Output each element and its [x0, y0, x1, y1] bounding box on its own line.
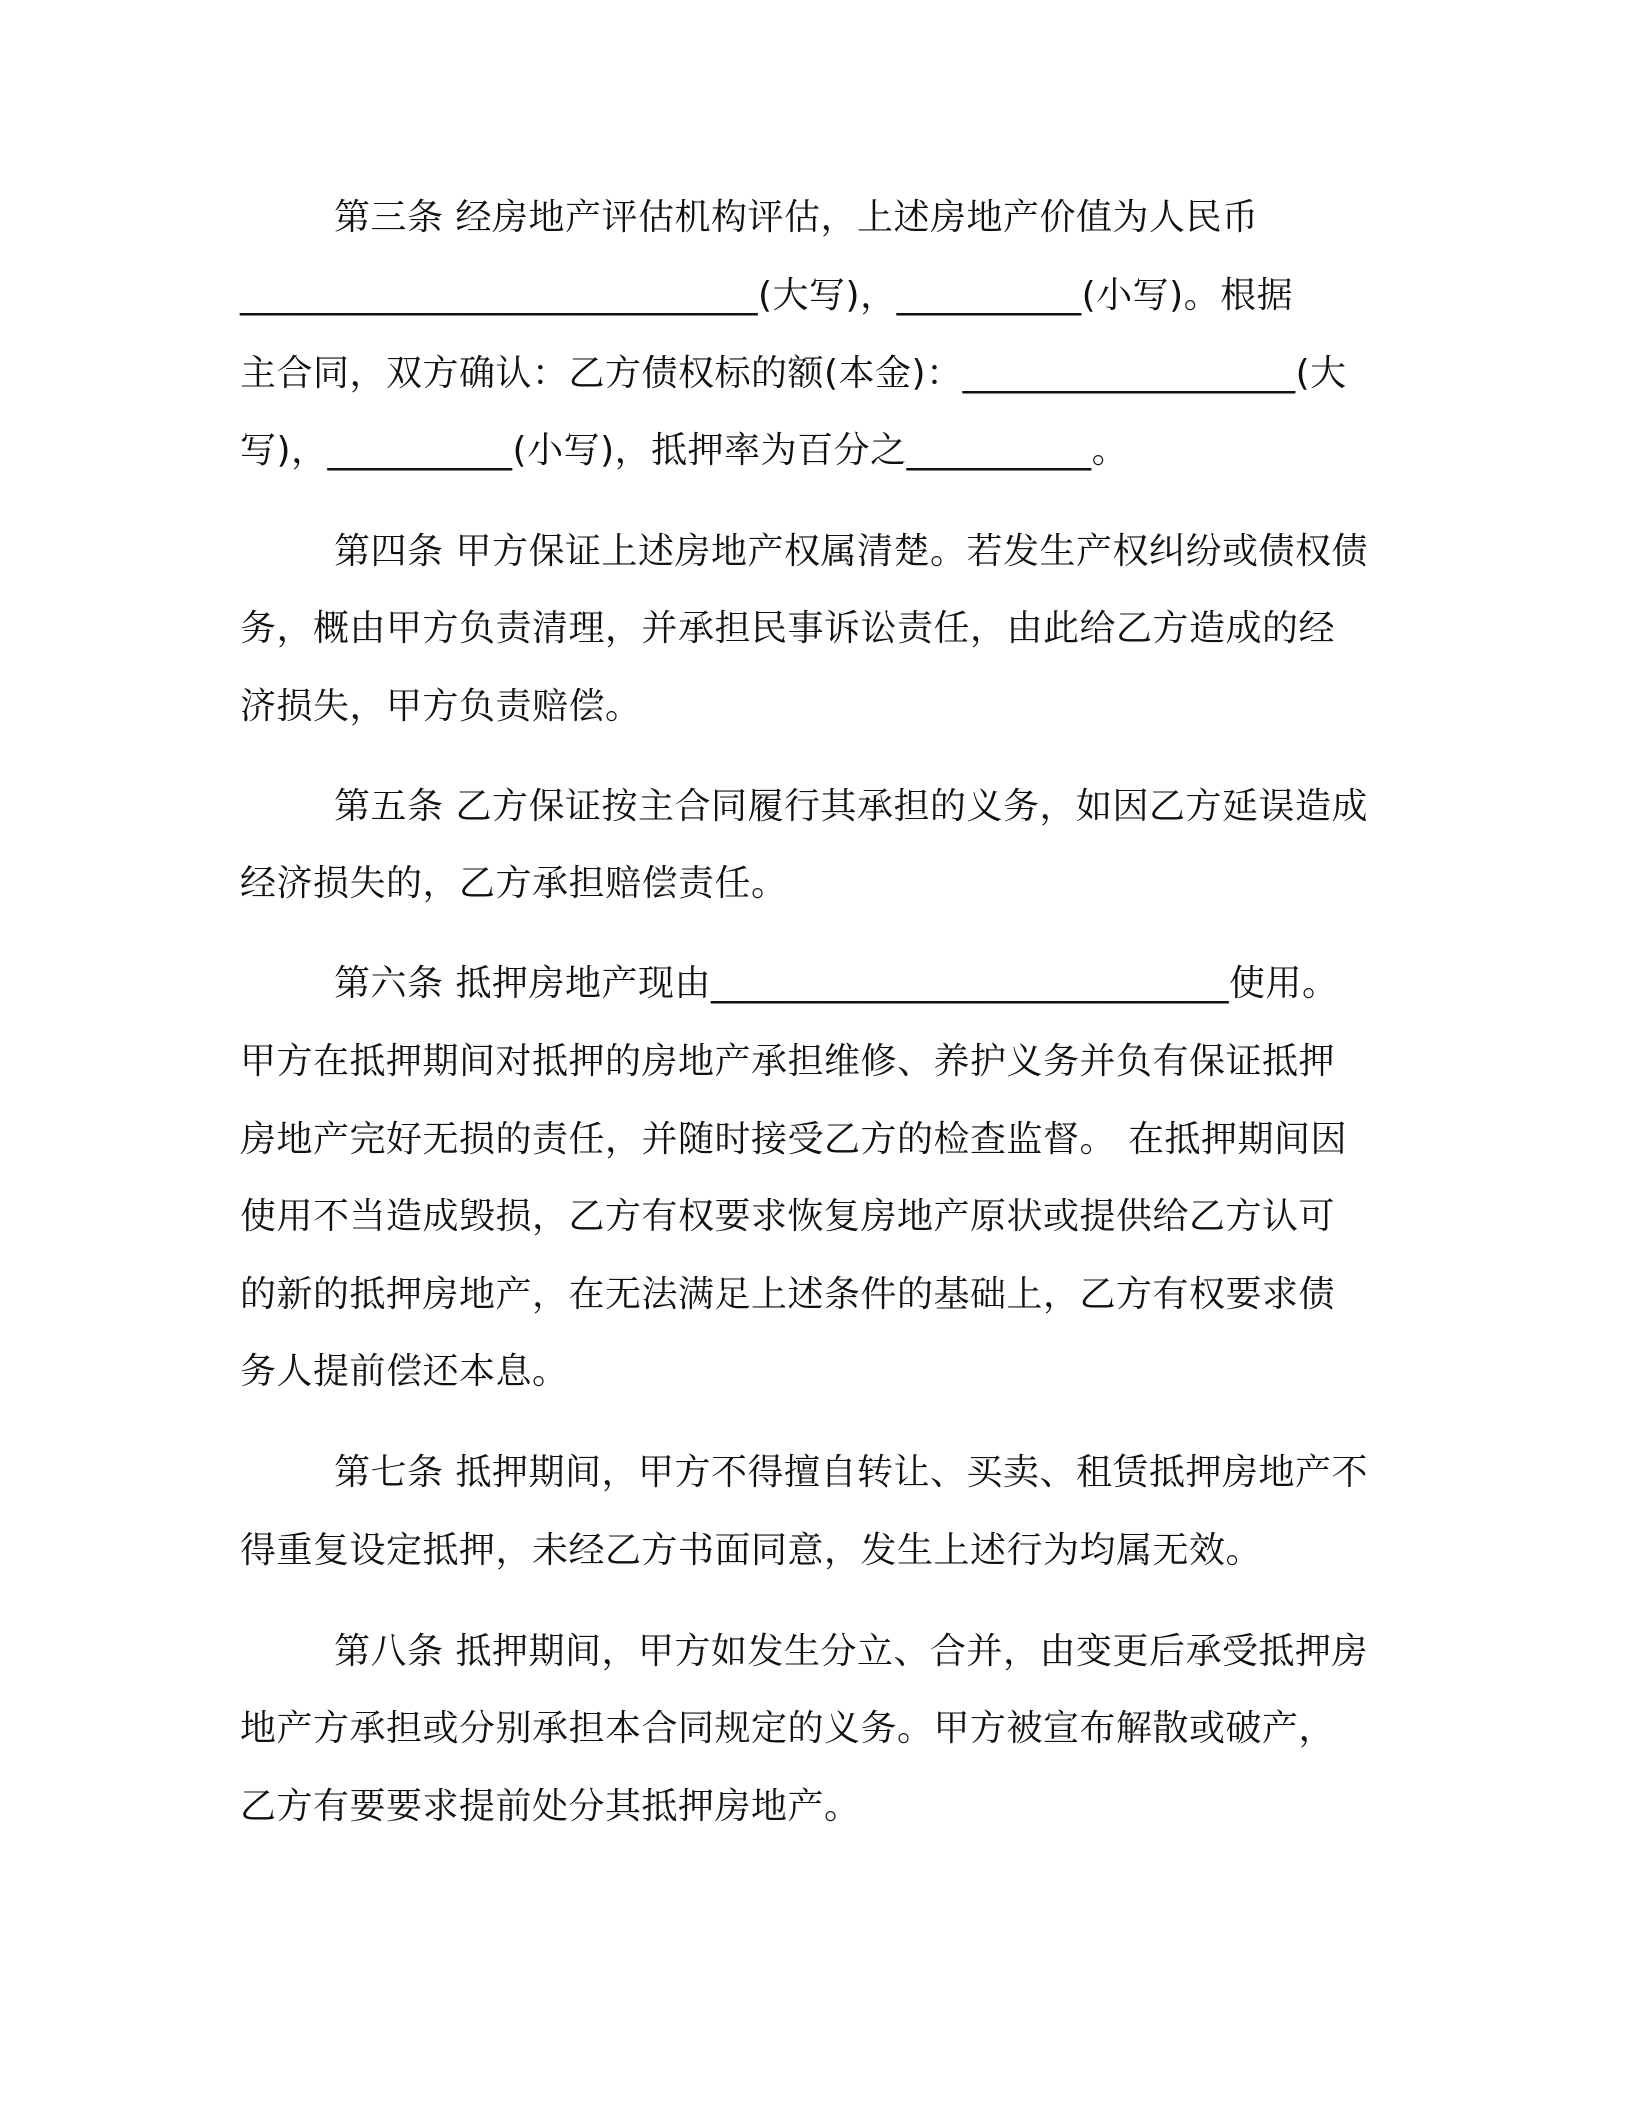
article-5-line-2: 经济损失的，乙方承担赔偿责任。	[240, 863, 788, 904]
article-5-line-1: 第五条 乙方保证按主合同履行其承担的义务，如因乙方延误造成	[334, 786, 1368, 827]
article-6-line-5: 的新的抵押房地产，在无法满足上述条件的基础上，乙方有权要求债	[240, 1274, 1336, 1315]
article-8-line-1: 第八条 抵押期间，甲方如发生分立、合并，由变更后承受抵押房	[334, 1631, 1368, 1672]
article-4-line-2: 务，概由甲方负责清理，并承担民事诉讼责任，由此给乙方造成的经	[240, 608, 1336, 649]
article-3-line-4: 写)，__________(小写)，抵押率为百分之__________。	[240, 430, 1129, 471]
article-4-line-1: 第四条 甲方保证上述房地产权属清楚。若发生产权纠纷或债权债	[334, 531, 1368, 572]
article-3-line-1: 第三条 经房地产评估机构评估，上述房地产价值为人民币	[334, 197, 1259, 238]
article-6-line-3: 房地产完好无损的责任，并随时接受乙方的检查监督。 在抵押期间因	[240, 1119, 1347, 1160]
article-6-line-4: 使用不当造成毁损，乙方有权要求恢复房地产原状或提供给乙方认可	[240, 1196, 1336, 1237]
article-3-line-3: 主合同，双方确认：乙方债权标的额(本金)：__________________(大	[240, 353, 1347, 394]
article-8-line-2: 地产方承担或分别承担本合同规定的义务。甲方被宣布解散或破产，	[240, 1708, 1336, 1749]
article-6-line-1: 第六条 抵押房地产现由____________________________使用。	[334, 963, 1339, 1004]
article-4-line-3: 济损失，甲方负责赔偿。	[240, 686, 642, 727]
article-3-line-2: ____________________________(大写)，__________(小写)。根据	[240, 275, 1294, 316]
article-6-line-2: 甲方在抵押期间对抵押的房地产承担维修、养护义务并负有保证抵押	[240, 1041, 1336, 1082]
article-7-line-1: 第七条 抵押期间，甲方不得擅自转让、买卖、租赁抵押房地产不	[334, 1452, 1368, 1493]
article-7-line-2: 得重复设定抵押，未经乙方书面同意，发生上述行为均属无效。	[240, 1530, 1263, 1571]
article-6-line-6: 务人提前偿还本息。	[240, 1351, 569, 1392]
article-8-line-3: 乙方有要要求提前处分其抵押房地产。	[240, 1786, 861, 1827]
